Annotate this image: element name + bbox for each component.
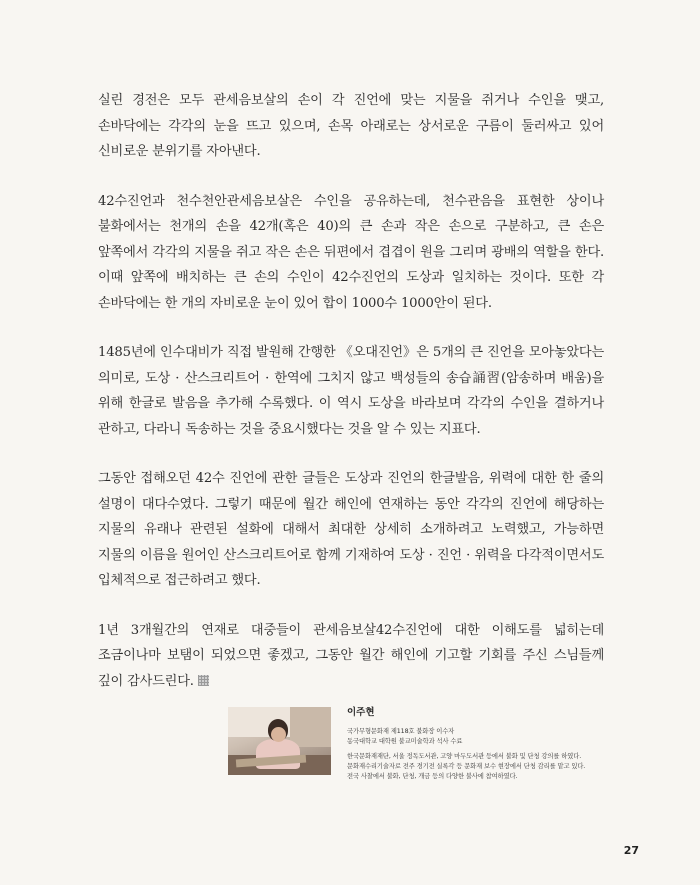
author-bio [228,707,648,787]
page-number: 27 [623,844,639,857]
author-title: 국가무형문화재 제118호 불화장 이수자 [347,728,455,735]
article-paragraph-1: 실린 경전은 모두 관세음보살의 손이 각 진언에 맞는 지물을 쥐거나 수인을 맺고, 손바닥에는 각각의 눈을 뜨고 있으며, 손목 아래로는 상서로운 구름이 둘러싸고 있어 신비로운 분위기를 자아낸다. [98,93,604,159]
end-mark-icon [198,675,209,686]
author-photo [228,707,331,775]
article-body [98,88,604,718]
article-paragraph-2: 42수진언과 천수천안관세음보살은 수인을 공유하는데, 천수관음을 표현한 상이나 불화에서는 천개의 손을 42개(혹은 40)의 큰 손과 작은 손으로 구분하고, 큰 손은 앞쪽에서 각각의 지물을 쥐고 작은 손은 뒤편에서 겹겹이 원을 그리며 광배의 역할을 한다. 이때 앞쪽에 배치하는 큰 손의 수인이 42수진언의 도상과 일치하는 것이다. 또한 각 손바닥에는 한 개의 자비로운 눈이 있어 합이 1000수 1000안이 된다. [98,193,604,311]
author-career-3: 전국 사찰에서 불화, 단청, 개금 등의 다양한 불사에 참여하였다. [347,773,518,781]
author-name: 이주현 [347,707,375,718]
author-bio-text [347,707,647,782]
author-education: 동국대학교 대학원 불교미술학과 석사 수료 [347,738,463,746]
article-paragraph-4: 그동안 접해오던 42수 진언에 관한 글들은 도상과 진언의 한글발음, 위력에 대한 한 줄의 설명이 대다수였다. 그렇기 때문에 월간 해인에 연재하는 동안 각각의 진언에 해당하는 지물의 유래나 관련된 설화에 대해서 최대한 상세히 소개하려고 노력했고, 가능하면 지물의 이름을 원어인 산스크리트어로 함께 기재하여 도상 · 진언 · 위력을 다각적이면서도 입체적으로 접근하려고 했다. [98,471,604,588]
author-career-1: 한국문화재재단, 서울 정독도서관, 고양 마두도서관 등에서 불화 및 단청 강의를 하였다. [347,752,582,760]
author-career-2: 문화재수리기술자로 전주 경기전 실록각 등 문화재 보수 현장에서 단청 감리를 맡고 있다. [347,762,586,770]
article-paragraph-5: 1년 3개월간의 연재로 대중들이 관세음보살42수진언에 대한 이해도를 넓히는데 조금이나마 보탬이 되었으면 좋겠고, 그동안 월간 해인에 기고할 기회를 주신 스님들께 깊이 감사드린다. [98,622,604,689]
article-paragraph-5-wrapper [98,618,604,695]
article-paragraph-3: 1485년에 인수대비가 직접 발원해 간행한 《오대진언》은 5개의 큰 진언을 모아놓았다는 의미로, 도상 · 산스크리트어 · 한역에 그치지 않고 백성들의 송습誦習(암송하며 배움)을 위해 한글로 발음을 추가해 수록했다. 이 역시 도상을 바라보며 각각의 수인을 결하거나 관하고, 다라니 독송하는 것을 중요시했다는 것을 알 수 있는 지표다. [98,345,604,437]
